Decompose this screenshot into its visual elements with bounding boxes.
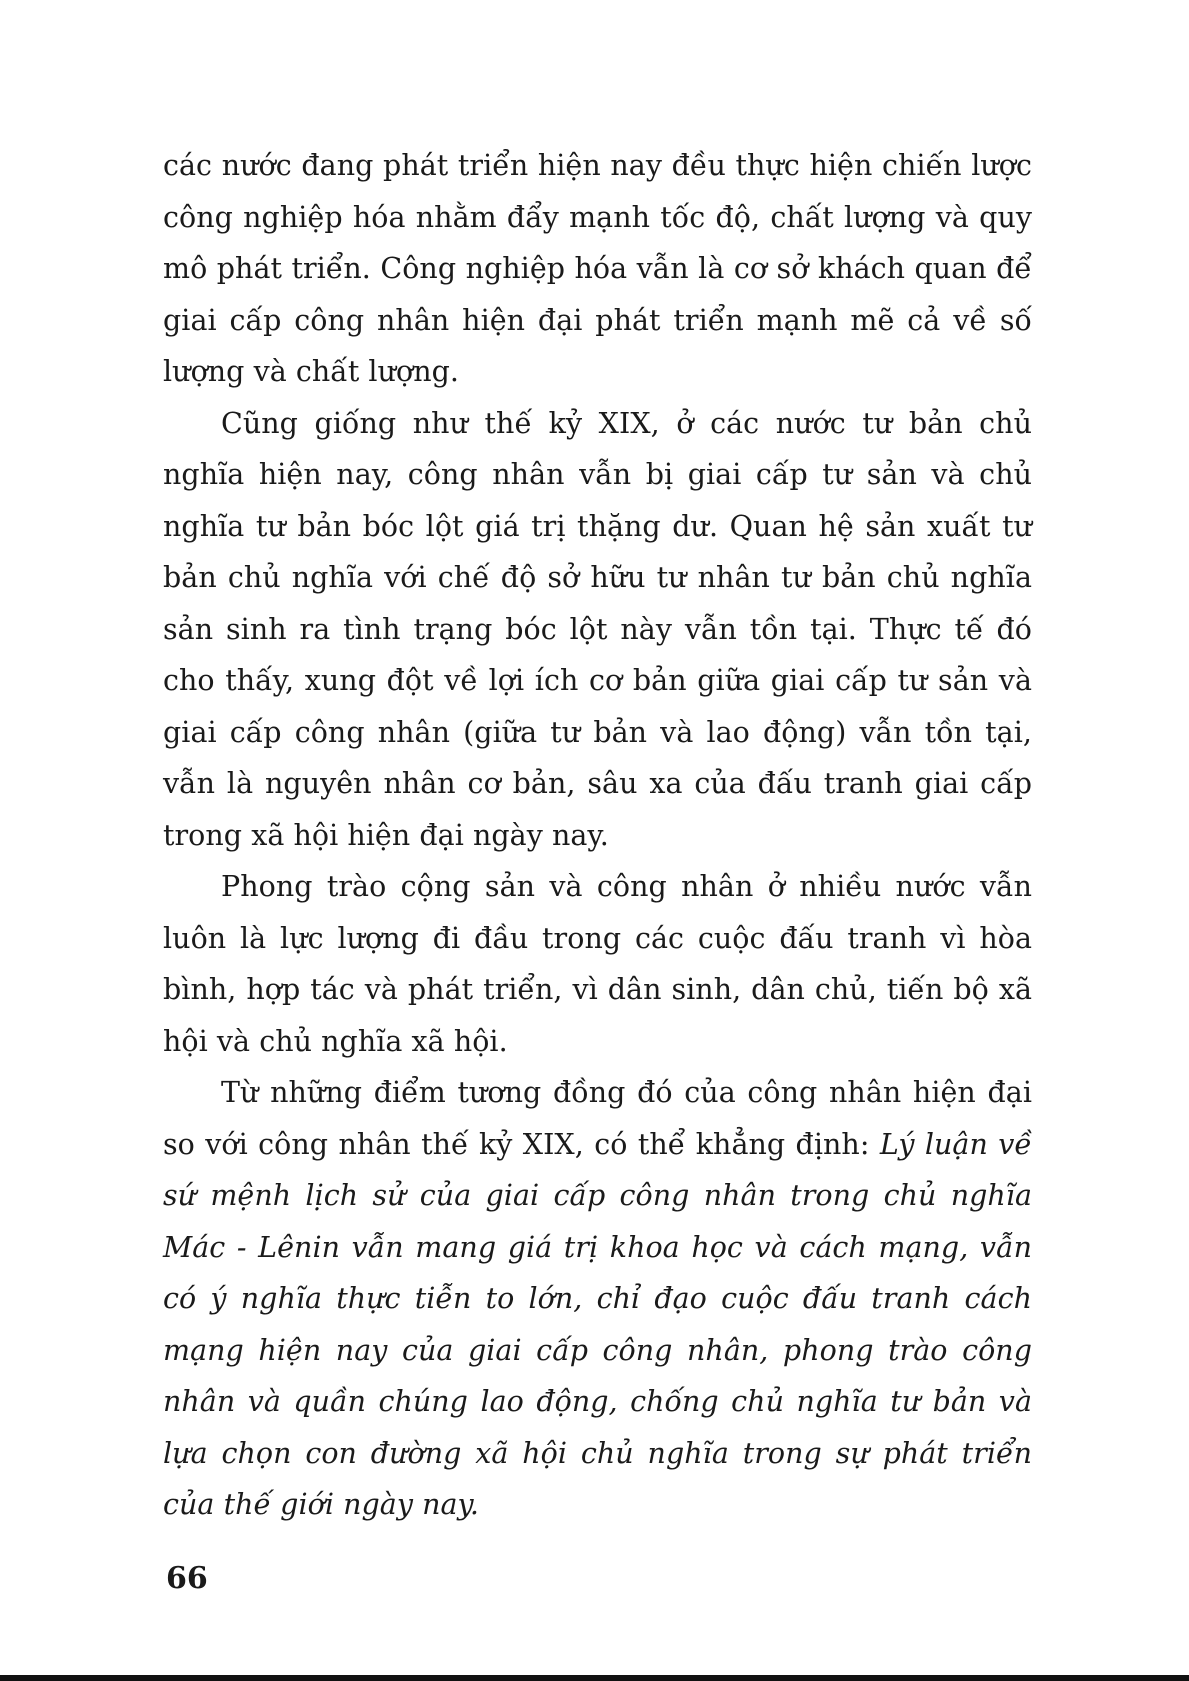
paragraph-4: [163, 1067, 1032, 1531]
page-number: 66: [166, 1561, 208, 1596]
paragraph-2: [163, 398, 1032, 862]
paragraph-4-italic-conclusion: Lý luận về sứ mệnh lịch sử của giai cấp công nhân trong chủ nghĩa Mác - Lênin vẫn mang giá trị khoa học và cách mạng, vẫn có ý nghĩa thực tiễn to lớn, chỉ đạo cuộc đấu tranh cách mạng hiện nay của giai cấp công nhân, phong trào công nhân và quần chúng lao động, chống chủ nghĩa tư bản và lựa chọn con đường xã hội chủ nghĩa trong sự phát triển của thế giới ngày nay.: [163, 1127, 1032, 1521]
paragraph-3: [163, 861, 1032, 1067]
paragraph-1: [163, 140, 1032, 398]
scan-bottom-edge: [0, 1675, 1189, 1681]
paragraph-3-text: Phong trào cộng sản và công nhân ở nhiều nước vẫn luôn là lực lượng đi đầu trong các cuộc đấu tranh vì hòa bình, hợp tác và phát triển, vì dân sinh, dân chủ, tiến bộ xã hội và chủ nghĩa xã hội.: [163, 870, 1032, 1058]
paragraph-4-text: Từ những điểm tương đồng đó của công nhân hiện đại so với công nhân thế kỷ XIX, có thể khẳng định:: [163, 1076, 1032, 1161]
paragraph-2-text: Cũng giống như thế kỷ XIX, ở các nước tư bản chủ nghĩa hiện nay, công nhân vẫn bị giai cấp tư sản và chủ nghĩa tư bản bóc lột giá trị thặng dư. Quan hệ sản xuất tư bản chủ nghĩa với chế độ sở hữu tư nhân tư bản chủ nghĩa sản sinh ra tình trạng bóc lột này vẫn tồn tại. Thực tế đó cho thấy, xung đột về lợi ích cơ bản giữa giai cấp tư sản và giai cấp công nhân (giữa tư bản và lao động) vẫn tồn tại, vẫn là nguyên nhân cơ bản, sâu xa của đấu tranh giai cấp trong xã hội hiện đại ngày nay.: [163, 406, 1032, 852]
paragraph-1-text: các nước đang phát triển hiện nay đều thực hiện chiến lược công nghiệp hóa nhằm đẩy mạnh tốc độ, chất lượng và quy mô phát triển. Công nghiệp hóa vẫn là cơ sở khách quan để giai cấp công nhân hiện đại phát triển mạnh mẽ cả về số lượng và chất lượng.: [163, 149, 1032, 388]
body-text: [163, 140, 1032, 1531]
